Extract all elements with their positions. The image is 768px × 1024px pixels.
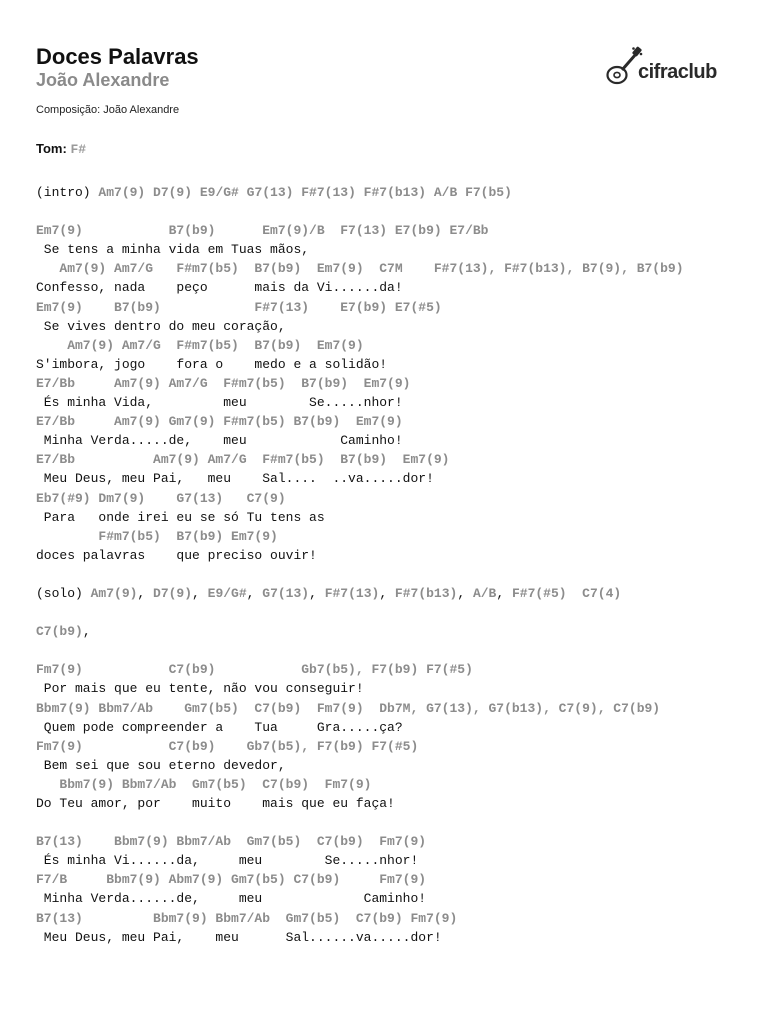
chord-text[interactable]: B7(13) Bbm7(9) Bbm7/Ab Gm7(b5) C7(b9) Fm7(9) bbox=[36, 910, 458, 926]
chord-text[interactable]: C7(b9) bbox=[36, 624, 83, 640]
section-label: , bbox=[246, 585, 263, 601]
lyric-line bbox=[36, 355, 684, 374]
chord-text[interactable]: Fm7(9) C7(b9) Gb7(b5), F7(b9) F7(#5) bbox=[36, 662, 473, 678]
lyric-text: Para onde irei eu se só Tu tens as bbox=[36, 509, 325, 525]
lyric-text: Do Teu amor, por muito mais que eu faça! bbox=[36, 796, 395, 811]
chord-sheet bbox=[36, 183, 684, 947]
chord-line bbox=[36, 450, 684, 469]
section-label: , bbox=[496, 585, 512, 601]
lyric-text: Minha Verda......de, meu Caminho! bbox=[36, 891, 427, 907]
chord-text[interactable]: E7/Bb Am7(9) Am7/G F#m7(b5) B7(b9) Em7(9) bbox=[36, 452, 450, 468]
tone-value[interactable]: F# bbox=[70, 142, 87, 157]
chord-line bbox=[36, 775, 684, 794]
chord-text[interactable]: D7(9) bbox=[153, 585, 193, 601]
chord-text[interactable]: Am7(9) bbox=[90, 585, 138, 601]
cifraclub-logo[interactable] bbox=[604, 44, 720, 90]
lyric-line bbox=[36, 431, 684, 450]
chord-text[interactable]: F#7(13) bbox=[324, 585, 380, 601]
chord-line bbox=[36, 699, 684, 718]
mixed-line bbox=[36, 584, 684, 603]
lyric-text: Se tens a minha vida em Tuas mãos, bbox=[36, 242, 310, 258]
chord-text[interactable]: Am7(9) Am7/G F#m7(b5) B7(b9) Em7(9) bbox=[36, 337, 364, 353]
chord-text[interactable]: Eb7(#9) Dm7(9) G7(13) C7(9) bbox=[36, 490, 286, 506]
lyric-text: Se vives dentro do meu coração, bbox=[36, 318, 286, 334]
lyric-line bbox=[36, 851, 684, 870]
chord-text[interactable]: F#7(b13) bbox=[394, 585, 458, 601]
section-label: , bbox=[82, 624, 91, 640]
lyric-line bbox=[36, 794, 684, 813]
blank-line bbox=[36, 641, 684, 660]
lyric-line bbox=[36, 928, 684, 947]
chord-text[interactable]: Fm7(9) C7(b9) Gb7(b5), F7(b9) F7(#5) bbox=[36, 738, 419, 754]
blank-line bbox=[36, 565, 684, 584]
lyric-text: doces palavras que preciso ouvir! bbox=[36, 547, 317, 563]
lyric-text: S'imbora, jogo fora o medo e a solidão! bbox=[36, 356, 388, 372]
artist-name[interactable]: João Alexandre bbox=[36, 70, 170, 90]
chord-text[interactable]: Em7(9) B7(b9) Em7(9)/B F7(13) E7(b9) E7/Bb bbox=[36, 223, 489, 239]
lyric-line bbox=[36, 278, 684, 297]
chord-line bbox=[36, 737, 684, 756]
lyric-text: És minha Vi......da, meu Se.....nhor! bbox=[36, 853, 419, 869]
section-label: , bbox=[457, 585, 473, 601]
chord-text[interactable]: Am7(9) D7(9) E9/G# G7(13) F#7(13) F#7(b13) A/B F7(b5) bbox=[98, 185, 512, 200]
chord-text[interactable]: E9/G# bbox=[207, 585, 247, 601]
section-label: (solo) bbox=[36, 585, 91, 601]
chord-line bbox=[36, 909, 684, 928]
lyric-text: Meu Deus, meu Pai, meu Sal......va.....dor! bbox=[36, 929, 442, 945]
lyric-text: Confesso, nada peço mais da Vi......da! bbox=[36, 280, 403, 296]
lyric-line bbox=[36, 679, 684, 698]
chord-line bbox=[36, 527, 684, 546]
lyric-line bbox=[36, 546, 684, 565]
lyric-text: Por mais que eu tente, não vou conseguir! bbox=[36, 681, 364, 697]
chord-line bbox=[36, 336, 684, 355]
chord-text[interactable]: G7(13) bbox=[262, 585, 310, 601]
lyric-text: Quem pode compreender a Tua Gra.....ça? bbox=[36, 719, 403, 735]
chord-text[interactable]: F#m7(b5) B7(b9) Em7(9) bbox=[36, 528, 278, 544]
lyric-line bbox=[36, 240, 684, 259]
chord-line bbox=[36, 259, 684, 278]
chord-text[interactable]: Em7(9) B7(b9) F#7(13) E7(b9) E7(#5) bbox=[36, 299, 442, 315]
blank-line bbox=[36, 813, 684, 832]
lyric-line bbox=[36, 393, 684, 412]
logo-text: cifraclub bbox=[638, 61, 717, 83]
lyric-text: Bem sei que sou eterno devedor, bbox=[36, 757, 286, 773]
chord-text[interactable]: Bbm7(9) Bbm7/Ab Gm7(b5) C7(b9) Fm7(9) bbox=[36, 776, 372, 792]
tone-label: Tom: bbox=[36, 141, 67, 156]
chord-text[interactable]: Bbm7(9) Bbm7/Ab Gm7(b5) C7(b9) Fm7(9) Db7M, G7(13), G7(b13), C7(9), C7(b9) bbox=[36, 700, 661, 716]
mixed-line bbox=[36, 622, 684, 641]
lyric-line bbox=[36, 469, 684, 488]
lyric-line bbox=[36, 718, 684, 737]
chord-line bbox=[36, 412, 684, 431]
lyric-text: És minha Vida, meu Se.....nhor! bbox=[36, 395, 403, 411]
composer-credit: Composição: João Alexandre bbox=[36, 104, 180, 116]
section-label: , bbox=[137, 585, 154, 601]
chord-line bbox=[36, 870, 684, 889]
section-label: , bbox=[379, 585, 395, 601]
chord-line bbox=[36, 832, 684, 851]
section-label: , bbox=[309, 585, 325, 601]
mixed-line bbox=[36, 183, 684, 202]
chord-text[interactable]: F7/B Bbm7(9) Abm7(9) Gm7(b5) C7(b9) Fm7(9) bbox=[36, 872, 427, 888]
chord-line bbox=[36, 489, 684, 508]
blank-line bbox=[36, 603, 684, 622]
chord-text[interactable]: A/B bbox=[472, 585, 497, 601]
tone-row bbox=[36, 141, 86, 158]
chord-text[interactable]: E7/Bb Am7(9) Gm7(9) F#m7(b5) B7(b9) Em7(9) bbox=[36, 414, 403, 430]
chord-line bbox=[36, 221, 684, 240]
chord-text[interactable]: B7(13) Bbm7(9) Bbm7/Ab Gm7(b5) C7(b9) Fm7(9) bbox=[36, 834, 427, 850]
chord-text[interactable]: Am7(9) Am7/G F#m7(b5) B7(b9) Em7(9) C7M F#7(13), F#7(b13), B7(9), B7(b9) bbox=[36, 261, 684, 277]
lyric-line bbox=[36, 756, 684, 775]
chord-text[interactable]: E7/Bb Am7(9) Am7/G F#m7(b5) B7(b9) Em7(9) bbox=[36, 375, 411, 391]
lyric-line bbox=[36, 508, 684, 527]
blank-line bbox=[36, 202, 684, 221]
lyric-line bbox=[36, 889, 684, 908]
chord-line bbox=[36, 298, 684, 317]
chord-line bbox=[36, 660, 684, 679]
chord-line bbox=[36, 374, 684, 393]
lyric-text: Meu Deus, meu Pai, meu Sal.... ..va.....dor! bbox=[36, 471, 434, 487]
chord-text[interactable]: F#7(#5) C7(4) bbox=[511, 585, 622, 601]
section-label: (intro) bbox=[36, 185, 99, 200]
lyric-line bbox=[36, 317, 684, 336]
song-title: Doces Palavras bbox=[36, 44, 199, 69]
section-label: , bbox=[192, 585, 208, 601]
lyric-text: Minha Verda.....de, meu Caminho! bbox=[36, 433, 403, 449]
